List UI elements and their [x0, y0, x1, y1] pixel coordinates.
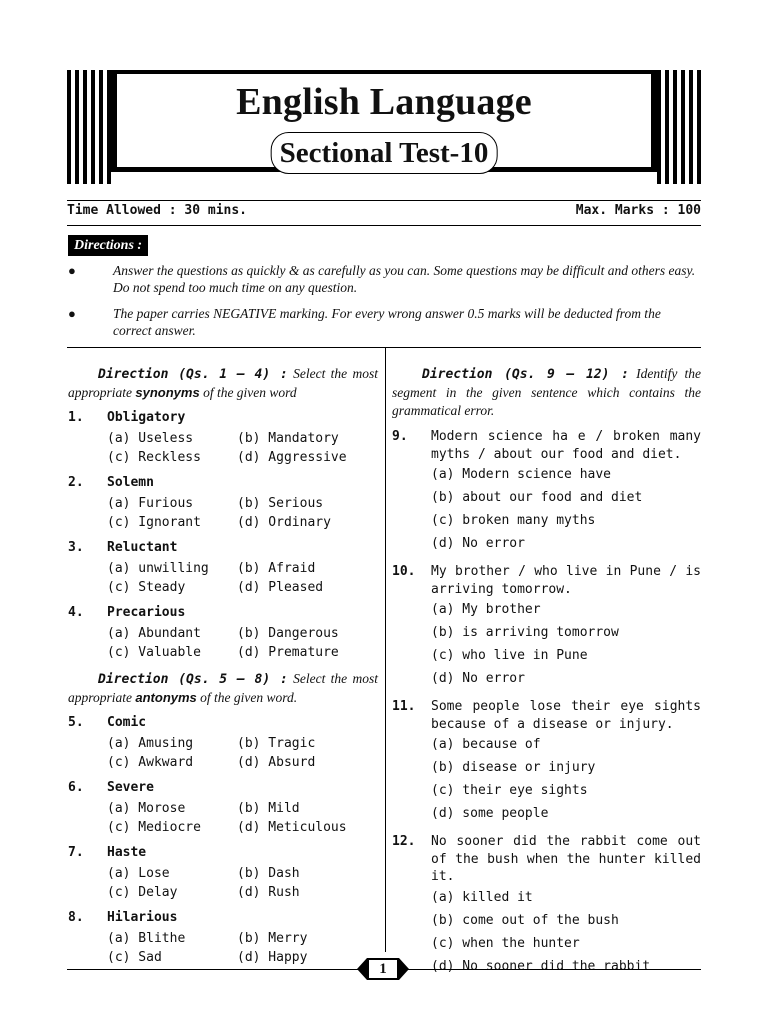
- answer-option[interactable]: (d) Absurd: [237, 755, 316, 770]
- right-column: [392, 365, 701, 978]
- option-grid: [107, 864, 378, 902]
- question-head: [68, 605, 378, 624]
- answer-option[interactable]: (b) Merry: [237, 931, 308, 946]
- question-word: Precarious: [107, 605, 186, 620]
- answer-option[interactable]: (b) Afraid: [237, 561, 316, 576]
- question-word: Hilarious: [107, 910, 178, 925]
- answer-option[interactable]: (c) Ignorant: [107, 515, 201, 530]
- question-item: [68, 715, 378, 772]
- page-number: 1: [369, 960, 397, 978]
- question-head: [68, 715, 378, 734]
- question-word: Reluctant: [107, 540, 178, 555]
- question-head: [392, 428, 701, 463]
- direction-label: Direction (Qs. 9 – 12) :: [422, 367, 629, 382]
- answer-option[interactable]: (d) No error: [431, 536, 525, 551]
- question-number: 5.: [68, 715, 84, 730]
- question-number: 7.: [68, 845, 84, 860]
- answer-option[interactable]: (b) about our food and diet: [431, 490, 643, 505]
- answer-option[interactable]: (a) Amusing: [107, 736, 194, 751]
- question-head: [68, 845, 378, 864]
- instruction-text: The paper carries NEGATIVE marking. For every wrong answer 0.5 marks will be deducted from the correct answer.: [113, 306, 661, 338]
- answer-option[interactable]: (a) My brother: [431, 602, 541, 617]
- test-subtitle: Sectional Test-10: [271, 132, 498, 174]
- answer-option[interactable]: (a) because of: [431, 737, 541, 752]
- direction-label: Direction (Qs. 1 – 4) :: [98, 367, 288, 382]
- answer-option[interactable]: (d) Pleased: [237, 580, 324, 595]
- page-number-badge: [357, 958, 409, 980]
- question-item: [68, 910, 378, 967]
- direction-error-spotting: [392, 365, 701, 420]
- answer-option[interactable]: (c) Steady: [107, 580, 186, 595]
- question-number: 11.: [392, 699, 416, 714]
- direction-text: Select the most appropriate: [68, 671, 378, 705]
- time-allowed: Time Allowed : 30 mins.: [67, 203, 248, 218]
- question-word: Haste: [107, 845, 147, 860]
- answer-option[interactable]: (b) Serious: [237, 496, 324, 511]
- answer-option[interactable]: (c) Mediocre: [107, 820, 201, 835]
- direction-text: of the given word: [199, 385, 297, 400]
- column-divider: [385, 348, 386, 952]
- question-item: [68, 845, 378, 902]
- question-sentence: Some people lose their eye sights because of a disease or injury.: [431, 699, 701, 732]
- question-word: Severe: [107, 780, 154, 795]
- option-grid: [107, 734, 378, 772]
- direction-label: Direction (Qs. 5 – 8) :: [98, 672, 288, 687]
- question-head: [68, 910, 378, 929]
- answer-option[interactable]: (b) come out of the bush: [431, 912, 619, 928]
- direction-antonyms: [68, 670, 378, 707]
- question-number: 1.: [68, 410, 84, 425]
- answer-option[interactable]: (c) their eye sights: [431, 783, 588, 798]
- question-number: 9.: [392, 429, 408, 444]
- answer-option[interactable]: (a) killed it: [431, 889, 533, 905]
- answer-option[interactable]: (a) Abundant: [107, 626, 201, 641]
- question-word: Obligatory: [107, 410, 186, 425]
- bullet-icon: ●: [68, 263, 76, 278]
- page-title: English Language: [236, 81, 532, 123]
- answer-option[interactable]: (d) Aggressive: [237, 450, 347, 465]
- answer-option[interactable]: (d) Rush: [237, 885, 300, 900]
- answer-option[interactable]: (c) Sad: [107, 950, 162, 965]
- option-grid: [107, 929, 378, 967]
- answer-option[interactable]: (a) Furious: [107, 496, 194, 511]
- answer-option[interactable]: (a) Blithe: [107, 931, 186, 946]
- banner-stripes-left: [67, 70, 111, 184]
- question-number: 4.: [68, 605, 84, 620]
- answer-option[interactable]: (c) Delay: [107, 885, 178, 900]
- answer-option[interactable]: (d) Happy: [237, 950, 308, 965]
- answer-option[interactable]: (c) who live in Pune: [431, 648, 588, 663]
- answer-option[interactable]: (c) Reckless: [107, 450, 201, 465]
- question-head: [68, 475, 378, 494]
- option-grid: [107, 494, 378, 532]
- answer-option[interactable]: (d) some people: [431, 806, 549, 821]
- answer-option[interactable]: (c) when the hunter: [431, 935, 580, 951]
- answer-option[interactable]: (b) is arriving tomorrow: [431, 625, 619, 640]
- question-number: 12.: [392, 834, 416, 849]
- question-sentence: My brother / who live in Pune / is arriving tomorrow.: [431, 564, 701, 597]
- instruction-bullet: [68, 305, 702, 341]
- question-word: Comic: [107, 715, 147, 730]
- answer-option[interactable]: (d) No sooner did the rabbit: [431, 958, 651, 974]
- max-marks: Max. Marks : 100: [575, 203, 701, 218]
- title-banner: [67, 70, 701, 184]
- answer-option[interactable]: (a) Useless: [107, 431, 194, 446]
- question-item: [68, 605, 378, 662]
- question-head: [68, 410, 378, 429]
- answer-option[interactable]: (d) Ordinary: [237, 515, 331, 530]
- question-head: [392, 563, 701, 598]
- instruction-bullet: [68, 262, 702, 298]
- question-sentence: Modern science ha e / broken many myths / about our food and diet.: [431, 429, 701, 462]
- direction-text: Identify the segment in the given sentence which contains the grammatical error.: [392, 366, 702, 418]
- question-item: [68, 410, 378, 467]
- question-item: [392, 698, 701, 825]
- instruction-text: Answer the questions as quickly & as carefully as you can. Some questions may be difficult and others easy. Do not spend too much time on any question.: [113, 263, 696, 295]
- answer-option[interactable]: (b) Dangerous: [237, 626, 339, 641]
- option-grid: [107, 799, 378, 837]
- banner-stripes-right: [657, 70, 701, 184]
- title-box: [111, 70, 657, 172]
- answer-option[interactable]: (c) Awkward: [107, 755, 194, 770]
- answer-option[interactable]: (b) Tragic: [237, 736, 316, 751]
- direction-keyword: antonyms: [135, 690, 197, 705]
- question-head: [68, 540, 378, 559]
- answer-option[interactable]: (b) Dash: [237, 866, 300, 881]
- bullet-icon: ●: [68, 306, 76, 321]
- answer-option[interactable]: (b) Mild: [237, 801, 300, 816]
- option-grid: [107, 624, 378, 662]
- question-head: [392, 833, 701, 886]
- section-divider: [67, 347, 701, 348]
- left-column: [68, 365, 378, 967]
- question-item: [392, 833, 701, 978]
- direction-synonyms: [68, 365, 378, 402]
- question-number: 6.: [68, 780, 84, 795]
- answer-option[interactable]: (a) Lose: [107, 866, 170, 881]
- question-item: [68, 475, 378, 532]
- question-sentence: No sooner did the rabbit come out of the bush when the hunter killed it.: [431, 834, 701, 884]
- question-word: Solemn: [107, 475, 154, 490]
- option-grid: [107, 429, 378, 467]
- answer-option[interactable]: (c) Valuable: [107, 645, 201, 660]
- answer-option[interactable]: (d) No error: [431, 671, 525, 686]
- answer-option[interactable]: (b) Mandatory: [237, 431, 339, 446]
- question-number: 8.: [68, 910, 84, 925]
- answer-option[interactable]: (b) disease or injury: [431, 760, 596, 775]
- directions-badge: Directions :: [68, 235, 148, 256]
- answer-option[interactable]: (d) Premature: [237, 645, 339, 660]
- question-number: 10.: [392, 564, 416, 579]
- answer-option[interactable]: (a) unwilling: [107, 561, 209, 576]
- question-item: [68, 780, 378, 837]
- question-number: 2.: [68, 475, 84, 490]
- question-item: [392, 428, 701, 555]
- answer-option[interactable]: (c) broken many myths: [431, 513, 596, 528]
- question-item: [68, 540, 378, 597]
- question-head: [68, 780, 378, 799]
- answer-option[interactable]: (a) Morose: [107, 801, 186, 816]
- question-number: 3.: [68, 540, 84, 555]
- direction-text: of the given word.: [196, 690, 298, 705]
- answer-option[interactable]: (d) Meticulous: [237, 820, 347, 835]
- option-grid: [107, 559, 378, 597]
- direction-text: Select the most appropriate: [68, 366, 378, 400]
- meta-row: [67, 200, 701, 226]
- direction-keyword: synonyms: [135, 385, 200, 400]
- question-item: [392, 563, 701, 690]
- answer-option[interactable]: (a) Modern science have: [431, 467, 612, 482]
- question-head: [392, 698, 701, 733]
